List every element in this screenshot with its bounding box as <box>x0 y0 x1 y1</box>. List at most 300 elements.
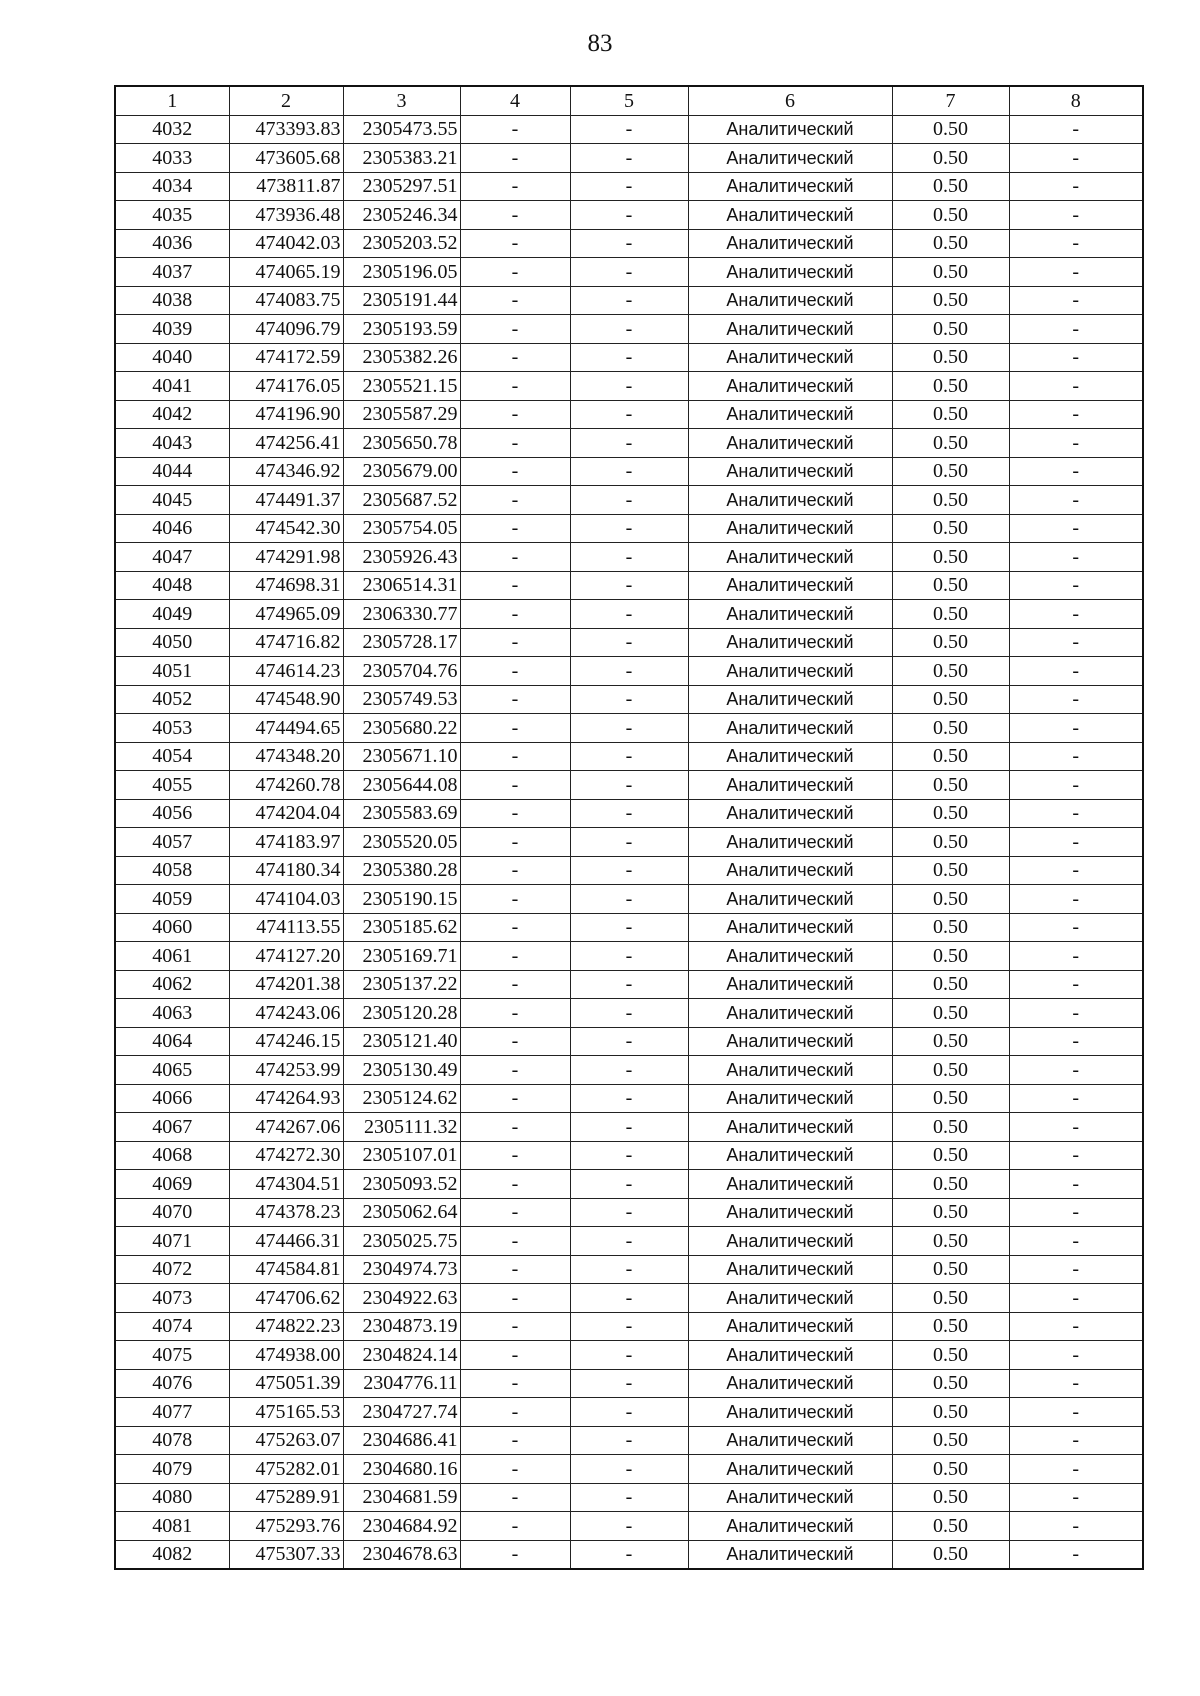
table-cell-col-1: 4063 <box>115 999 229 1028</box>
table-cell-col-7: 0.50 <box>892 486 1009 515</box>
table-cell-col-1: 4055 <box>115 771 229 800</box>
table-cell-col-5: - <box>570 1483 688 1512</box>
table-row <box>115 286 1143 315</box>
table-cell-col-4: - <box>460 970 570 999</box>
table-cell-col-3: 2305680.22 <box>343 714 460 743</box>
table-row <box>115 486 1143 515</box>
table-cell-col-1: 4041 <box>115 372 229 401</box>
table-cell-col-4: - <box>460 742 570 771</box>
table-row <box>115 1398 1143 1427</box>
table-cell-col-1: 4066 <box>115 1084 229 1113</box>
table-cell-col-4: - <box>460 543 570 572</box>
coordinates-table <box>114 85 1144 1570</box>
table-cell-col-1: 4056 <box>115 799 229 828</box>
table-cell-col-4: - <box>460 1398 570 1427</box>
table-cell-col-2: 474180.34 <box>229 856 343 885</box>
table-cell-col-2: 474096.79 <box>229 315 343 344</box>
table-cell-col-4: - <box>460 1056 570 1085</box>
table-cell-col-4: - <box>460 799 570 828</box>
table-cell-col-8: - <box>1009 1027 1143 1056</box>
table-cell-col-1: 4040 <box>115 343 229 372</box>
table-cell-col-3: 2305111.32 <box>343 1113 460 1142</box>
table-cell-col-5: - <box>570 1170 688 1199</box>
table-cell-col-7: 0.50 <box>892 1483 1009 1512</box>
table-cell-col-5: - <box>570 486 688 515</box>
table-cell-col-8: - <box>1009 771 1143 800</box>
table-cell-col-7: 0.50 <box>892 1369 1009 1398</box>
table-cell-col-2: 474272.30 <box>229 1141 343 1170</box>
table-row <box>115 742 1143 771</box>
table-cell-col-4: - <box>460 1141 570 1170</box>
table-cell-col-7: 0.50 <box>892 229 1009 258</box>
table-cell-col-2: 474291.98 <box>229 543 343 572</box>
table-cell-col-6: Аналитический <box>688 771 892 800</box>
table-cell-col-2: 473393.83 <box>229 115 343 144</box>
table-cell-col-5: - <box>570 201 688 230</box>
table-cell-col-3: 2305025.75 <box>343 1227 460 1256</box>
table-cell-col-5: - <box>570 1341 688 1370</box>
table-body <box>115 115 1143 1569</box>
table-cell-col-2: 474304.51 <box>229 1170 343 1199</box>
column-header-7: 7 <box>892 86 1009 115</box>
table-row <box>115 543 1143 572</box>
table-cell-col-3: 2305120.28 <box>343 999 460 1028</box>
table-cell-col-3: 2305190.15 <box>343 885 460 914</box>
table-cell-col-7: 0.50 <box>892 1113 1009 1142</box>
table-cell-col-2: 474183.97 <box>229 828 343 857</box>
table-cell-col-6: Аналитический <box>688 799 892 828</box>
table-cell-col-3: 2304686.41 <box>343 1426 460 1455</box>
table-cell-col-3: 2305297.51 <box>343 172 460 201</box>
table-cell-col-1: 4052 <box>115 685 229 714</box>
table-cell-col-4: - <box>460 172 570 201</box>
table-cell-col-7: 0.50 <box>892 457 1009 486</box>
table-cell-col-7: 0.50 <box>892 771 1009 800</box>
table-cell-col-3: 2305196.05 <box>343 258 460 287</box>
table-cell-col-6: Аналитический <box>688 1027 892 1056</box>
table-row <box>115 1341 1143 1370</box>
table-cell-col-6: Аналитический <box>688 1084 892 1113</box>
table-row <box>115 229 1143 258</box>
table-cell-col-7: 0.50 <box>892 1312 1009 1341</box>
table-cell-col-4: - <box>460 1113 570 1142</box>
table-cell-col-8: - <box>1009 372 1143 401</box>
table-cell-col-4: - <box>460 628 570 657</box>
table-cell-col-2: 474260.78 <box>229 771 343 800</box>
table-cell-col-2: 474267.06 <box>229 1113 343 1142</box>
table-cell-col-7: 0.50 <box>892 1398 1009 1427</box>
table-cell-col-8: - <box>1009 1227 1143 1256</box>
table-cell-col-1: 4057 <box>115 828 229 857</box>
table-cell-col-6: Аналитический <box>688 372 892 401</box>
table-row <box>115 514 1143 543</box>
table-cell-col-5: - <box>570 1398 688 1427</box>
column-header-1: 1 <box>115 86 229 115</box>
table-cell-col-6: Аналитический <box>688 115 892 144</box>
table-cell-col-2: 474253.99 <box>229 1056 343 1085</box>
table-cell-col-8: - <box>1009 600 1143 629</box>
table-cell-col-3: 2305121.40 <box>343 1027 460 1056</box>
table-cell-col-5: - <box>570 913 688 942</box>
table-cell-col-2: 474716.82 <box>229 628 343 657</box>
table-cell-col-4: - <box>460 372 570 401</box>
table-cell-col-4: - <box>460 657 570 686</box>
table-cell-col-1: 4065 <box>115 1056 229 1085</box>
table-cell-col-8: - <box>1009 970 1143 999</box>
table-cell-col-4: - <box>460 942 570 971</box>
table-cell-col-5: - <box>570 457 688 486</box>
table-cell-col-5: - <box>570 714 688 743</box>
table-cell-col-1: 4071 <box>115 1227 229 1256</box>
table-cell-col-2: 474065.19 <box>229 258 343 287</box>
table-cell-col-7: 0.50 <box>892 543 1009 572</box>
table-cell-col-4: - <box>460 714 570 743</box>
table-row <box>115 1141 1143 1170</box>
table-cell-col-7: 0.50 <box>892 315 1009 344</box>
table-cell-col-8: - <box>1009 1113 1143 1142</box>
table-cell-col-8: - <box>1009 258 1143 287</box>
table-cell-col-2: 474204.04 <box>229 799 343 828</box>
table-cell-col-1: 4038 <box>115 286 229 315</box>
table-cell-col-1: 4069 <box>115 1170 229 1199</box>
table-row <box>115 970 1143 999</box>
table-cell-col-3: 2305650.78 <box>343 429 460 458</box>
table-cell-col-7: 0.50 <box>892 1512 1009 1541</box>
table-cell-col-7: 0.50 <box>892 343 1009 372</box>
table-cell-col-3: 2305728.17 <box>343 628 460 657</box>
table-cell-col-8: - <box>1009 1141 1143 1170</box>
table-row <box>115 628 1143 657</box>
table-cell-col-6: Аналитический <box>688 286 892 315</box>
table-cell-col-4: - <box>460 258 570 287</box>
table-row <box>115 1255 1143 1284</box>
table-cell-col-1: 4035 <box>115 201 229 230</box>
table-cell-col-6: Аналитический <box>688 828 892 857</box>
table-cell-col-3: 2305185.62 <box>343 913 460 942</box>
table-cell-col-6: Аналитический <box>688 1141 892 1170</box>
table-cell-col-2: 475165.53 <box>229 1398 343 1427</box>
table-cell-col-6: Аналитический <box>688 1227 892 1256</box>
table-cell-col-5: - <box>570 742 688 771</box>
table-cell-col-7: 0.50 <box>892 258 1009 287</box>
table-cell-col-4: - <box>460 144 570 173</box>
table-cell-col-2: 474264.93 <box>229 1084 343 1113</box>
table-cell-col-3: 2305124.62 <box>343 1084 460 1113</box>
table-cell-col-7: 0.50 <box>892 913 1009 942</box>
table-row <box>115 856 1143 885</box>
table-cell-col-3: 2304678.63 <box>343 1540 460 1569</box>
table-cell-col-8: - <box>1009 286 1143 315</box>
table-cell-col-8: - <box>1009 1084 1143 1113</box>
table-cell-col-1: 4032 <box>115 115 229 144</box>
table-cell-col-2: 474104.03 <box>229 885 343 914</box>
table-cell-col-5: - <box>570 315 688 344</box>
table-cell-col-2: 475289.91 <box>229 1483 343 1512</box>
table-cell-col-1: 4044 <box>115 457 229 486</box>
column-header-5: 5 <box>570 86 688 115</box>
table-cell-col-2: 473811.87 <box>229 172 343 201</box>
table-cell-col-5: - <box>570 856 688 885</box>
table-cell-col-4: - <box>460 514 570 543</box>
table-cell-col-5: - <box>570 942 688 971</box>
table-cell-col-5: - <box>570 571 688 600</box>
table-cell-col-8: - <box>1009 486 1143 515</box>
table-cell-col-8: - <box>1009 543 1143 572</box>
table-cell-col-3: 2305130.49 <box>343 1056 460 1085</box>
table-cell-col-8: - <box>1009 1198 1143 1227</box>
table-cell-col-1: 4078 <box>115 1426 229 1455</box>
table-cell-col-8: - <box>1009 913 1143 942</box>
table-cell-col-3: 2305520.05 <box>343 828 460 857</box>
table-cell-col-1: 4047 <box>115 543 229 572</box>
table-cell-col-4: - <box>460 913 570 942</box>
table-row <box>115 657 1143 686</box>
table-cell-col-2: 475051.39 <box>229 1369 343 1398</box>
table-cell-col-2: 474083.75 <box>229 286 343 315</box>
table-cell-col-3: 2306514.31 <box>343 571 460 600</box>
table-cell-col-2: 474378.23 <box>229 1198 343 1227</box>
column-header-2: 2 <box>229 86 343 115</box>
table-cell-col-3: 2305246.34 <box>343 201 460 230</box>
table-cell-col-1: 4060 <box>115 913 229 942</box>
table-cell-col-4: - <box>460 600 570 629</box>
table-cell-col-4: - <box>460 115 570 144</box>
table-cell-col-2: 474201.38 <box>229 970 343 999</box>
table-cell-col-1: 4067 <box>115 1113 229 1142</box>
table-cell-col-1: 4037 <box>115 258 229 287</box>
table-cell-col-7: 0.50 <box>892 115 1009 144</box>
table-cell-col-7: 0.50 <box>892 571 1009 600</box>
table-cell-col-8: - <box>1009 942 1143 971</box>
table-cell-col-4: - <box>460 571 570 600</box>
table-cell-col-5: - <box>570 1084 688 1113</box>
table-cell-col-2: 474176.05 <box>229 372 343 401</box>
table-row <box>115 1284 1143 1313</box>
table-cell-col-8: - <box>1009 343 1143 372</box>
table-cell-col-6: Аналитический <box>688 1512 892 1541</box>
table-cell-col-8: - <box>1009 1398 1143 1427</box>
table-cell-col-6: Аналитический <box>688 486 892 515</box>
table-cell-col-4: - <box>460 828 570 857</box>
table-cell-col-2: 475282.01 <box>229 1455 343 1484</box>
table-cell-col-1: 4050 <box>115 628 229 657</box>
table-cell-col-5: - <box>570 1255 688 1284</box>
column-header-3: 3 <box>343 86 460 115</box>
table-cell-col-3: 2305169.71 <box>343 942 460 971</box>
table-cell-col-8: - <box>1009 1170 1143 1199</box>
table-cell-col-7: 0.50 <box>892 685 1009 714</box>
table-row <box>115 1512 1143 1541</box>
table-cell-col-4: - <box>460 457 570 486</box>
table-cell-col-5: - <box>570 628 688 657</box>
table-cell-col-7: 0.50 <box>892 885 1009 914</box>
page-number: 83 <box>587 30 613 57</box>
table-cell-col-8: - <box>1009 1312 1143 1341</box>
table-cell-col-3: 2304974.73 <box>343 1255 460 1284</box>
table-cell-col-7: 0.50 <box>892 828 1009 857</box>
table-cell-col-3: 2305687.52 <box>343 486 460 515</box>
table-cell-col-7: 0.50 <box>892 1255 1009 1284</box>
table-cell-col-3: 2305679.00 <box>343 457 460 486</box>
table-cell-col-5: - <box>570 685 688 714</box>
table-cell-col-5: - <box>570 286 688 315</box>
table-cell-col-4: - <box>460 343 570 372</box>
table-cell-col-7: 0.50 <box>892 628 1009 657</box>
table-cell-col-7: 0.50 <box>892 742 1009 771</box>
table-cell-col-3: 2305383.21 <box>343 144 460 173</box>
table-row <box>115 1455 1143 1484</box>
table-cell-col-1: 4053 <box>115 714 229 743</box>
table-cell-col-8: - <box>1009 1512 1143 1541</box>
table-cell-col-5: - <box>570 885 688 914</box>
table-cell-col-8: - <box>1009 144 1143 173</box>
table-cell-col-8: - <box>1009 628 1143 657</box>
table-cell-col-7: 0.50 <box>892 372 1009 401</box>
table-cell-col-8: - <box>1009 799 1143 828</box>
table-cell-col-8: - <box>1009 1540 1143 1569</box>
table-cell-col-1: 4042 <box>115 400 229 429</box>
table-cell-col-1: 4036 <box>115 229 229 258</box>
table-cell-col-5: - <box>570 1312 688 1341</box>
table-cell-col-7: 0.50 <box>892 1084 1009 1113</box>
table-row <box>115 1540 1143 1569</box>
table-cell-col-7: 0.50 <box>892 201 1009 230</box>
table-cell-col-7: 0.50 <box>892 1227 1009 1256</box>
table-cell-col-5: - <box>570 172 688 201</box>
table-row <box>115 429 1143 458</box>
column-header-6: 6 <box>688 86 892 115</box>
table-cell-col-2: 475293.76 <box>229 1512 343 1541</box>
table-cell-col-4: - <box>460 1540 570 1569</box>
table-row <box>115 571 1143 600</box>
table-row <box>115 1027 1143 1056</box>
table-cell-col-2: 473936.48 <box>229 201 343 230</box>
table-cell-col-6: Аналитический <box>688 172 892 201</box>
table-cell-col-3: 2305203.52 <box>343 229 460 258</box>
table-cell-col-4: - <box>460 1170 570 1199</box>
table-cell-col-3: 2305093.52 <box>343 1170 460 1199</box>
table-cell-col-7: 0.50 <box>892 1056 1009 1085</box>
table-cell-col-7: 0.50 <box>892 400 1009 429</box>
table-row <box>115 1483 1143 1512</box>
table-cell-col-3: 2304680.16 <box>343 1455 460 1484</box>
table-cell-col-6: Аналитический <box>688 1455 892 1484</box>
table-cell-col-4: - <box>460 1512 570 1541</box>
table-cell-col-3: 2305926.43 <box>343 543 460 572</box>
table-cell-col-1: 4048 <box>115 571 229 600</box>
table-cell-col-1: 4070 <box>115 1198 229 1227</box>
table-cell-col-5: - <box>570 429 688 458</box>
table-cell-col-2: 474172.59 <box>229 343 343 372</box>
table-row <box>115 771 1143 800</box>
table-cell-col-8: - <box>1009 201 1143 230</box>
table-cell-col-7: 0.50 <box>892 799 1009 828</box>
table-cell-col-6: Аналитический <box>688 571 892 600</box>
table-row <box>115 1056 1143 1085</box>
table-cell-col-2: 474614.23 <box>229 657 343 686</box>
table-row <box>115 1113 1143 1142</box>
table-cell-col-6: Аналитический <box>688 856 892 885</box>
table-cell-col-8: - <box>1009 1255 1143 1284</box>
table-cell-col-4: - <box>460 201 570 230</box>
table-cell-col-4: - <box>460 1341 570 1370</box>
table-cell-col-8: - <box>1009 1455 1143 1484</box>
table-cell-col-2: 475307.33 <box>229 1540 343 1569</box>
table-cell-col-2: 474822.23 <box>229 1312 343 1341</box>
table-cell-col-6: Аналитический <box>688 1398 892 1427</box>
table-cell-col-6: Аналитический <box>688 628 892 657</box>
table-cell-col-3: 2304684.92 <box>343 1512 460 1541</box>
table-cell-col-1: 4051 <box>115 657 229 686</box>
table-row <box>115 144 1143 173</box>
table-cell-col-3: 2305749.53 <box>343 685 460 714</box>
table-cell-col-5: - <box>570 1056 688 1085</box>
table-cell-col-6: Аналитический <box>688 1056 892 1085</box>
table-cell-col-5: - <box>570 1512 688 1541</box>
table-cell-col-2: 474698.31 <box>229 571 343 600</box>
table-cell-col-2: 474938.00 <box>229 1341 343 1370</box>
table-cell-col-3: 2305587.29 <box>343 400 460 429</box>
table-row <box>115 714 1143 743</box>
table-cell-col-4: - <box>460 1455 570 1484</box>
table-cell-col-6: Аналитический <box>688 685 892 714</box>
table-cell-col-6: Аналитический <box>688 913 892 942</box>
table-cell-col-7: 0.50 <box>892 172 1009 201</box>
table-cell-col-3: 2305473.55 <box>343 115 460 144</box>
table-cell-col-1: 4080 <box>115 1483 229 1512</box>
table-cell-col-5: - <box>570 828 688 857</box>
table-cell-col-4: - <box>460 1027 570 1056</box>
table-cell-col-4: - <box>460 685 570 714</box>
table-cell-col-4: - <box>460 1198 570 1227</box>
table-cell-col-5: - <box>570 1113 688 1142</box>
table-cell-col-3: 2306330.77 <box>343 600 460 629</box>
table-cell-col-1: 4033 <box>115 144 229 173</box>
table-cell-col-5: - <box>570 1141 688 1170</box>
table-cell-col-6: Аналитический <box>688 942 892 971</box>
table-cell-col-2: 474548.90 <box>229 685 343 714</box>
table-cell-col-3: 2305062.64 <box>343 1198 460 1227</box>
table-cell-col-5: - <box>570 799 688 828</box>
table-cell-col-1: 4079 <box>115 1455 229 1484</box>
table-cell-col-5: - <box>570 343 688 372</box>
table-cell-col-8: - <box>1009 315 1143 344</box>
table-row <box>115 258 1143 287</box>
table-cell-col-7: 0.50 <box>892 514 1009 543</box>
table-cell-col-7: 0.50 <box>892 942 1009 971</box>
table-cell-col-1: 4034 <box>115 172 229 201</box>
table-cell-col-5: - <box>570 970 688 999</box>
table-cell-col-8: - <box>1009 1426 1143 1455</box>
table-cell-col-5: - <box>570 1369 688 1398</box>
table-cell-col-2: 474706.62 <box>229 1284 343 1313</box>
table-cell-col-8: - <box>1009 685 1143 714</box>
table-cell-col-8: - <box>1009 229 1143 258</box>
table-cell-col-2: 474348.20 <box>229 742 343 771</box>
table-cell-col-5: - <box>570 400 688 429</box>
table-row <box>115 343 1143 372</box>
table-row <box>115 942 1143 971</box>
table-cell-col-5: - <box>570 1426 688 1455</box>
table-cell-col-7: 0.50 <box>892 1426 1009 1455</box>
table-cell-col-7: 0.50 <box>892 1284 1009 1313</box>
table-cell-col-2: 474113.55 <box>229 913 343 942</box>
table-cell-col-7: 0.50 <box>892 429 1009 458</box>
table-cell-col-7: 0.50 <box>892 1540 1009 1569</box>
table-cell-col-2: 474346.92 <box>229 457 343 486</box>
table-header <box>115 86 1143 115</box>
table-row <box>115 1198 1143 1227</box>
